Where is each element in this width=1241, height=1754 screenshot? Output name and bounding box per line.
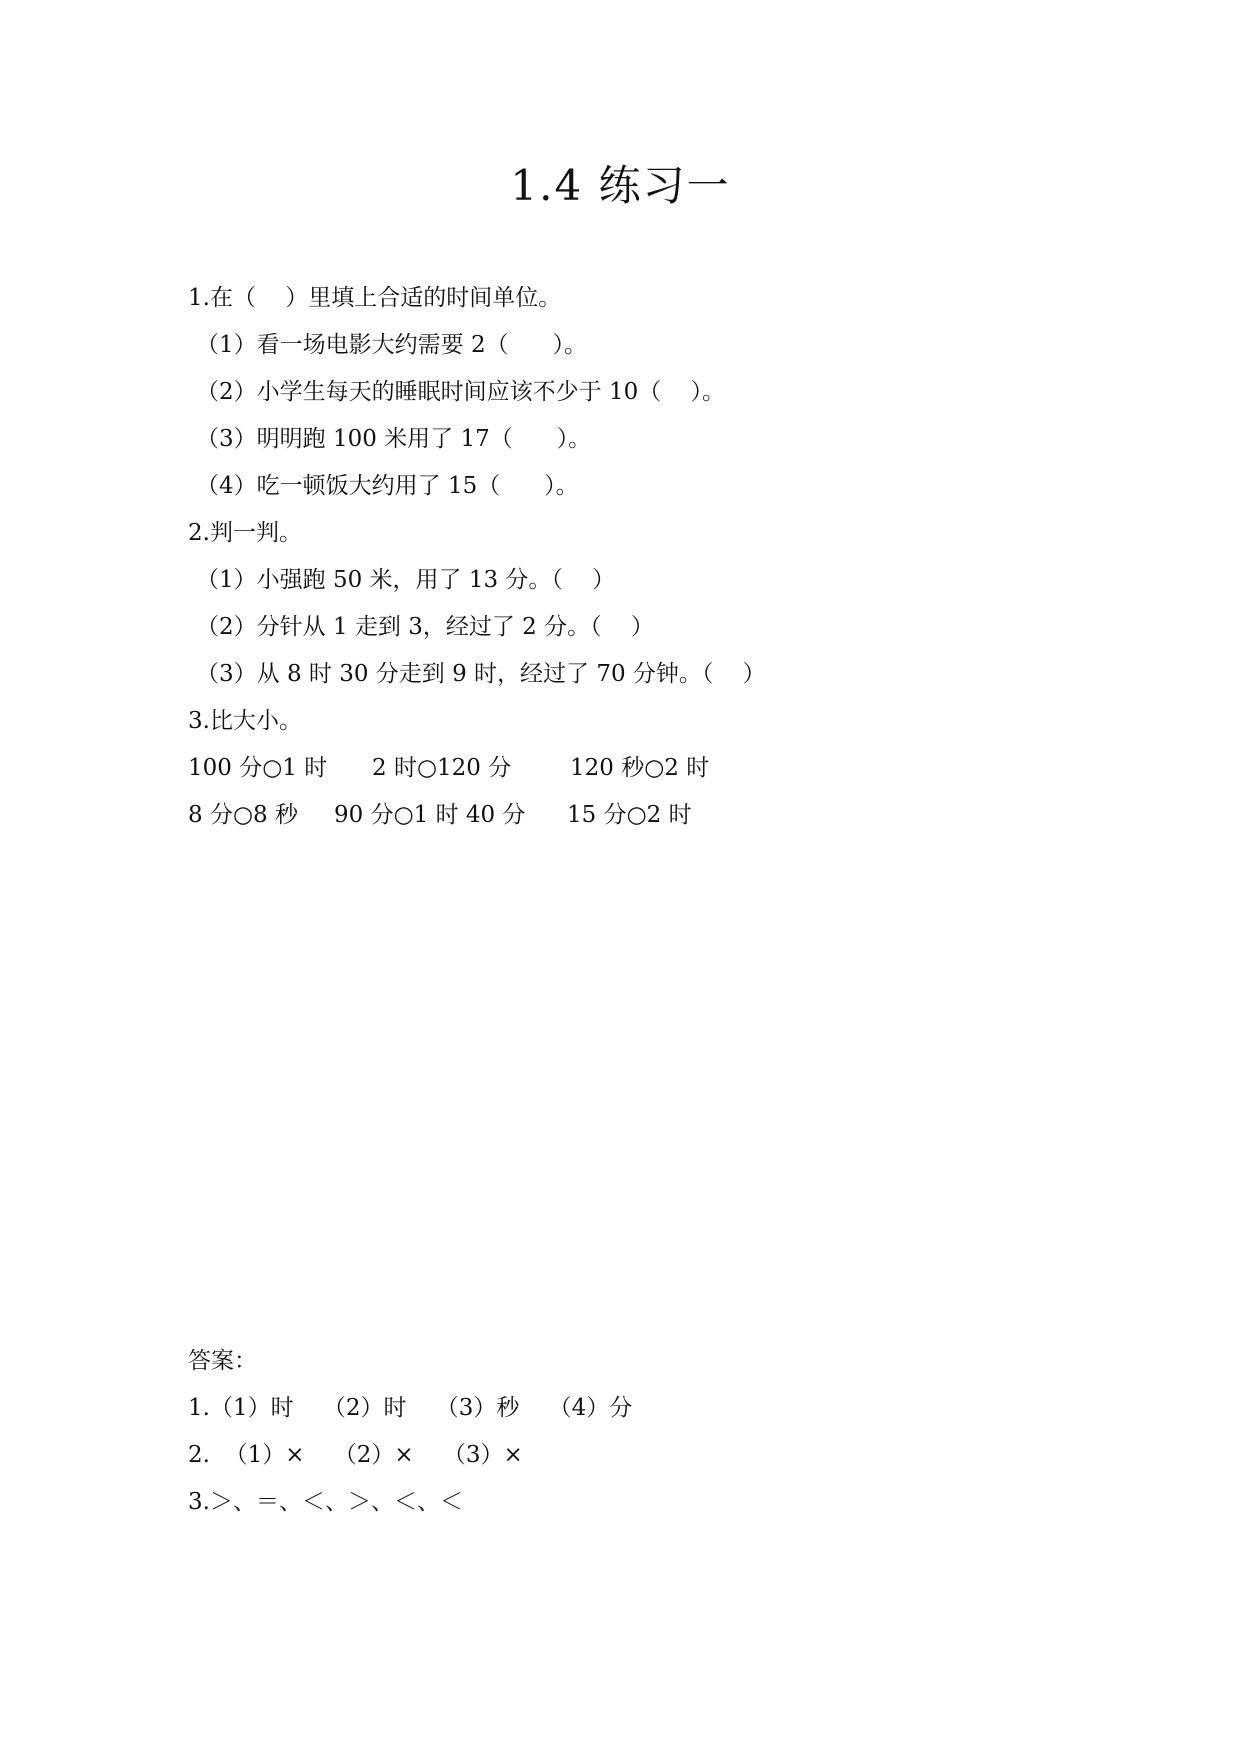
answer-line-1: 1.（1）时 （2）时 （3）秒 （4）分 bbox=[188, 1395, 633, 1421]
question-2-item-3: （3）从 8 时 30 分走到 9 时，经过了 70 分钟。（ ） bbox=[196, 661, 766, 687]
compare-item: 90 分○1 时 40 分 bbox=[334, 802, 526, 828]
question-1-item-3: （3）明明跑 100 米用了 17（ ）。 bbox=[196, 426, 592, 452]
question-3-heading: 3.比大小。 bbox=[188, 708, 302, 734]
answer-line-2: 2. （1）× （2）× （3）× bbox=[188, 1442, 523, 1468]
question-1-item-2: （2）小学生每天的睡眠时间应该不少于 10（ ）。 bbox=[196, 379, 725, 405]
compare-item: 8 分○8 秒 bbox=[188, 802, 298, 828]
answers-heading: 答案： bbox=[188, 1348, 257, 1374]
compare-item: 120 秒○2 时 bbox=[570, 755, 710, 781]
compare-item: 15 分○2 时 bbox=[567, 802, 692, 828]
compare-item: 100 分○1 时 bbox=[188, 755, 328, 781]
page-title: 1.4 练习一 bbox=[510, 161, 731, 210]
question-1-heading: 1.在（ ）里填上合适的时间单位。 bbox=[188, 285, 562, 311]
question-2-item-1: （1）小强跑 50 米，用了 13 分。（ ） bbox=[196, 567, 616, 593]
question-2-heading: 2.判一判。 bbox=[188, 520, 302, 546]
compare-item: 2 时○120 分 bbox=[372, 755, 512, 781]
question-1-item-1: （1）看一场电影大约需要 2（ ）。 bbox=[196, 332, 587, 358]
question-1-item-4: （4）吃一顿饭大约用了 15（ ）。 bbox=[196, 473, 579, 499]
answer-line-3: 3.＞、＝、＜、＞、＜、＜ bbox=[188, 1489, 463, 1515]
question-2-item-2: （2）分针从 1 走到 3，经过了 2 分。（ ） bbox=[196, 614, 654, 640]
